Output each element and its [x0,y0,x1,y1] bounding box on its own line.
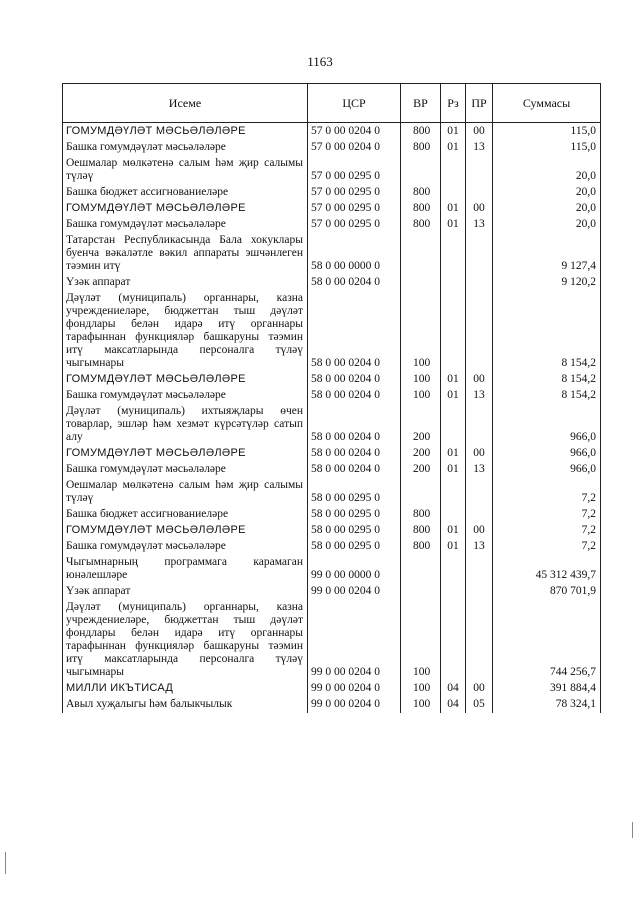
row-vr [401,156,441,185]
row-name: Чыгымнарның программага карамаган юнәлешләре [63,555,308,584]
row-rz: 01 [441,462,466,478]
row-rz [441,291,466,372]
row-name: Үзәк аппарат [63,275,308,291]
row-rz [441,233,466,275]
row-vr [401,275,441,291]
table-row [63,123,601,141]
row-sum: 45 312 439,7 [493,555,601,584]
row-sum: 8 154,2 [493,291,601,372]
row-sum: 966,0 [493,462,601,478]
row-csr: 57 0 00 0204 0 [308,140,401,156]
scan-margin-mark [632,822,633,838]
row-name: ГОМУМДӘҮЛӘТ МӘСЬӘЛӘЛӘРЕ [63,446,308,462]
table-row [63,539,601,555]
row-vr: 800 [401,123,441,141]
row-vr: 800 [401,539,441,555]
table-row [63,201,601,217]
row-pr: 00 [466,446,493,462]
row-csr: 57 0 00 0295 0 [308,217,401,233]
row-vr: 800 [401,507,441,523]
row-sum: 8 154,2 [493,388,601,404]
row-csr: 58 0 00 0295 0 [308,507,401,523]
row-pr: 00 [466,523,493,539]
row-vr: 200 [401,462,441,478]
table-row [63,507,601,523]
row-vr: 100 [401,697,441,713]
row-vr: 100 [401,291,441,372]
row-sum: 115,0 [493,140,601,156]
row-rz [441,555,466,584]
row-rz [441,600,466,681]
row-sum: 7,2 [493,523,601,539]
table-row [63,275,601,291]
table-header-row [63,84,601,123]
row-csr: 58 0 00 0204 0 [308,372,401,388]
row-vr: 800 [401,523,441,539]
header-pr: ПР [466,84,493,123]
row-csr: 99 0 00 0204 0 [308,584,401,600]
row-pr: 00 [466,372,493,388]
row-rz: 01 [441,388,466,404]
row-sum: 78 324,1 [493,697,601,713]
row-name: Оешмалар мөлкәтенә салым һәм җир салымы түләү [63,156,308,185]
header-csr: ЦСР [308,84,401,123]
table-row [63,697,601,713]
table-row [63,404,601,446]
row-name: Башка гомумдәүләт мәсьәләләре [63,388,308,404]
row-sum: 9 127,4 [493,233,601,275]
table-row [63,462,601,478]
row-rz: 01 [441,539,466,555]
row-rz: 04 [441,697,466,713]
row-name: ГОМУМДӘҮЛӘТ МӘСЬӘЛӘЛӘРЕ [63,372,308,388]
row-sum: 966,0 [493,446,601,462]
row-pr [466,478,493,507]
table-row [63,140,601,156]
row-vr: 100 [401,600,441,681]
row-pr: 13 [466,217,493,233]
row-rz: 01 [441,372,466,388]
row-name: Башка бюджет ассигнованиеләре [63,185,308,201]
row-vr: 100 [401,372,441,388]
row-pr: 13 [466,388,493,404]
row-pr [466,584,493,600]
row-sum: 115,0 [493,123,601,141]
row-vr: 800 [401,140,441,156]
row-csr: 58 0 00 0295 0 [308,539,401,555]
row-rz: 01 [441,523,466,539]
row-name: Башка бюджет ассигнованиеләре [63,507,308,523]
row-csr: 58 0 00 0295 0 [308,523,401,539]
row-pr [466,555,493,584]
row-vr: 200 [401,446,441,462]
header-vr: ВР [401,84,441,123]
row-csr: 99 0 00 0204 0 [308,600,401,681]
header-rz: Рз [441,84,466,123]
row-csr: 99 0 00 0000 0 [308,555,401,584]
row-name: Башка гомумдәүләт мәсьәләләре [63,539,308,555]
row-vr: 800 [401,201,441,217]
row-name: ГОМУМДӘҮЛӘТ МӘСЬӘЛӘЛӘРЕ [63,201,308,217]
row-csr: 58 0 00 0204 0 [308,404,401,446]
row-sum: 20,0 [493,217,601,233]
row-pr: 05 [466,697,493,713]
row-pr [466,507,493,523]
row-rz: 01 [441,123,466,141]
row-csr: 57 0 00 0295 0 [308,201,401,217]
row-vr: 200 [401,404,441,446]
row-sum: 7,2 [493,478,601,507]
row-csr: 99 0 00 0204 0 [308,681,401,697]
row-rz: 01 [441,446,466,462]
row-csr: 58 0 00 0204 0 [308,446,401,462]
table-row [63,217,601,233]
row-name: Дәүләт (муниципаль) органнары, казна учреждениеләре, бюджеттан тыш дәүләт фондлары белән идарә итү органнары тарафыннан функцияләр башкаруны тәэмин итү максатларында персоналга түләү чыгымнары [63,600,308,681]
table-row [63,185,601,201]
table-row [63,446,601,462]
row-pr [466,233,493,275]
row-csr: 58 0 00 0204 0 [308,291,401,372]
row-name: ГОМУМДӘҮЛӘТ МӘСЬӘЛӘЛӘРЕ [63,523,308,539]
row-name: Башка гомумдәүләт мәсьәләләре [63,140,308,156]
row-sum: 870 701,9 [493,584,601,600]
row-name: Дәүләт (муниципаль) ихтыяҗлары өчен товарлар, эшләр һәм хезмәт күрсәтүләр сатып алу [63,404,308,446]
row-name: Башка гомумдәүләт мәсьәләләре [63,462,308,478]
row-csr: 58 0 00 0204 0 [308,388,401,404]
row-sum: 8 154,2 [493,372,601,388]
table-row [63,523,601,539]
budget-table [62,83,601,713]
row-name: Авыл хуҗалыгы һәм балыкчылык [63,697,308,713]
table-row [63,291,601,372]
row-sum: 9 120,2 [493,275,601,291]
table-row [63,372,601,388]
row-sum: 7,2 [493,539,601,555]
table-row [63,233,601,275]
row-vr: 100 [401,681,441,697]
row-rz: 01 [441,217,466,233]
row-vr: 800 [401,185,441,201]
row-sum: 744 256,7 [493,600,601,681]
row-name: Үзәк аппарат [63,584,308,600]
scan-margin-mark [5,852,6,874]
row-pr: 00 [466,681,493,697]
row-name: ГОМУМДӘҮЛӘТ МӘСЬӘЛӘЛӘРЕ [63,123,308,141]
row-csr: 58 0 00 0295 0 [308,478,401,507]
row-rz: 01 [441,201,466,217]
row-rz [441,507,466,523]
row-pr [466,156,493,185]
row-rz: 01 [441,140,466,156]
row-pr: 13 [466,462,493,478]
page-number: 1163 [307,54,333,69]
row-sum: 20,0 [493,185,601,201]
row-rz [441,275,466,291]
row-csr: 57 0 00 0295 0 [308,156,401,185]
row-name: Татарстан Республикасында Бала хокуклары буенча вәкаләтле вәкил аппараты эшчәнлеген тәэмин итү [63,233,308,275]
row-name: Дәүләт (муниципаль) органнары, казна учреждениеләре, бюджеттан тыш дәүләт фондлары белән идарә итү органнары тарафыннан функцияләр башкаруны тәэмин итү максатларында персоналга түләү чыгымнары [63,291,308,372]
row-sum: 7,2 [493,507,601,523]
table-row [63,600,601,681]
header-name: Исеме [63,84,308,123]
row-rz [441,584,466,600]
row-pr: 13 [466,140,493,156]
table-row [63,681,601,697]
row-vr [401,233,441,275]
row-csr: 57 0 00 0295 0 [308,185,401,201]
row-pr [466,404,493,446]
row-csr: 57 0 00 0204 0 [308,123,401,141]
row-vr [401,584,441,600]
table-row [63,584,601,600]
row-sum: 20,0 [493,201,601,217]
row-vr [401,478,441,507]
row-name: Башка гомумдәүләт мәсьәләләре [63,217,308,233]
header-sum: Суммасы [493,84,601,123]
row-vr: 100 [401,388,441,404]
row-rz [441,185,466,201]
row-sum: 20,0 [493,156,601,185]
row-csr: 58 0 00 0204 0 [308,275,401,291]
row-sum: 966,0 [493,404,601,446]
row-name: МИЛЛИ ИКЪТИСАД [63,681,308,697]
row-csr: 58 0 00 0204 0 [308,462,401,478]
table-row [63,388,601,404]
row-pr [466,291,493,372]
row-vr: 800 [401,217,441,233]
row-sum: 391 884,4 [493,681,601,697]
row-rz: 04 [441,681,466,697]
row-pr [466,185,493,201]
row-pr: 13 [466,539,493,555]
row-rz [441,156,466,185]
table-row [63,478,601,507]
table-row [63,156,601,185]
row-pr [466,275,493,291]
row-name: Оешмалар мөлкәтенә салым һәм җир салымы түләү [63,478,308,507]
row-csr: 58 0 00 0000 0 [308,233,401,275]
row-rz [441,404,466,446]
row-csr: 99 0 00 0204 0 [308,697,401,713]
row-pr [466,600,493,681]
row-rz [441,478,466,507]
table-row [63,555,601,584]
row-pr: 00 [466,201,493,217]
row-pr: 00 [466,123,493,141]
row-vr [401,555,441,584]
